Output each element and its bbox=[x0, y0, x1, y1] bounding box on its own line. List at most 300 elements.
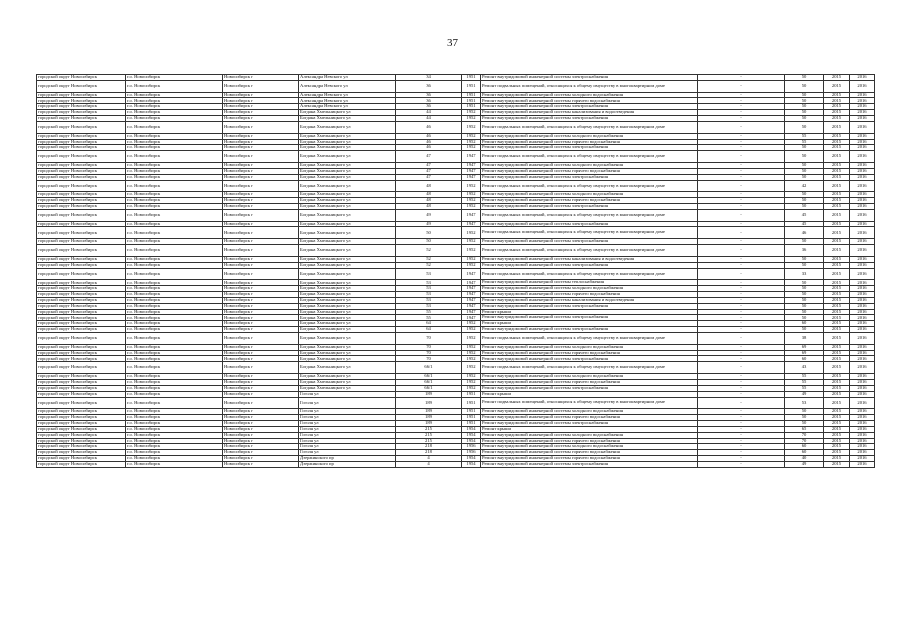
capital-repair-table bbox=[36, 74, 875, 468]
cell-house-number: 48 bbox=[396, 180, 462, 192]
cell-locality: Новосибирск г bbox=[223, 438, 299, 444]
cell-municipal-district: городской округ Новосибирск bbox=[37, 280, 126, 286]
cell-cost-value: 50 bbox=[785, 162, 824, 168]
cell-street: Дзержинского пр bbox=[299, 456, 396, 462]
cell-locality: Новосибирск г bbox=[223, 268, 299, 280]
cell-cost-value: 50 bbox=[785, 80, 824, 92]
cell-cost-value: 50 bbox=[785, 198, 824, 204]
cell-locality: Новосибирск г bbox=[223, 139, 299, 145]
cell-street: Александра Невского ул bbox=[299, 92, 396, 98]
cell-street: Богдана Хмельницкого ул bbox=[299, 133, 396, 139]
cell-house-number: 50 bbox=[396, 227, 462, 239]
cell-work-type: Ремонт внутридомовой инженерной системы горячего водоснабжения bbox=[481, 415, 698, 421]
cell-placeholder-dash: - bbox=[698, 180, 785, 192]
cell-cost-value: 70 bbox=[785, 438, 824, 444]
cell-house-number: 49 bbox=[396, 221, 462, 227]
cell-start-year: 2015 bbox=[824, 333, 850, 345]
cell-placeholder-dash: - bbox=[698, 280, 785, 286]
cell-municipal-district: городской округ Новосибирск bbox=[37, 80, 126, 92]
cell-locality: Новосибирск г bbox=[223, 391, 299, 397]
cell-settlement: г.о. Новосибирск bbox=[126, 168, 223, 174]
cell-work-type: Ремонт внутридомовой инженерной системы канализования и водоотведения bbox=[481, 256, 698, 262]
cell-street: Богдана Хмельницкого ул bbox=[299, 139, 396, 145]
cell-cost-value: 55 bbox=[785, 139, 824, 145]
cell-municipal-district: городской округ Новосибирск bbox=[37, 438, 126, 444]
cell-start-year: 2015 bbox=[824, 391, 850, 397]
cell-placeholder-dash: - bbox=[698, 356, 785, 362]
cell-house-number: 44 bbox=[396, 116, 462, 122]
cell-municipal-district: городской округ Новосибирск bbox=[37, 268, 126, 280]
cell-build-year: 1952 bbox=[462, 333, 481, 345]
cell-start-year: 2015 bbox=[824, 362, 850, 374]
cell-locality: Новосибирск г bbox=[223, 321, 299, 327]
cell-settlement: г.о. Новосибирск bbox=[126, 280, 223, 286]
cell-settlement: г.о. Новосибирск bbox=[126, 256, 223, 262]
cell-placeholder-dash: - bbox=[698, 350, 785, 356]
cell-municipal-district: городской округ Новосибирск bbox=[37, 286, 126, 292]
cell-work-type: Ремонт подвальных помещений, относящихся к общему имуществу в многоквартирном доме bbox=[481, 151, 698, 163]
cell-settlement: г.о. Новосибирск bbox=[126, 356, 223, 362]
cell-settlement: г.о. Новосибирск bbox=[126, 221, 223, 227]
cell-municipal-district: городской округ Новосибирск bbox=[37, 327, 126, 333]
cell-settlement: г.о. Новосибирск bbox=[126, 409, 223, 415]
cell-municipal-district: городской округ Новосибирск bbox=[37, 391, 126, 397]
cell-placeholder-dash: - bbox=[698, 168, 785, 174]
cell-street: Богдана Хмельницкого ул bbox=[299, 309, 396, 315]
cell-end-year: 2016 bbox=[850, 280, 875, 286]
cell-cost-value: 50 bbox=[785, 327, 824, 333]
cell-work-type: Ремонт внутридомовой инженерной системы холодного водоснабжения bbox=[481, 92, 698, 98]
cell-street: Богдана Хмельницкого ул bbox=[299, 245, 396, 257]
cell-locality: Новосибирск г bbox=[223, 116, 299, 122]
cell-build-year: 1947 bbox=[462, 315, 481, 321]
cell-start-year: 2015 bbox=[824, 80, 850, 92]
cell-work-type: Ремонт подвальных помещений, относящихся к общему имуществу в многоквартирном доме bbox=[481, 80, 698, 92]
cell-placeholder-dash: - bbox=[698, 315, 785, 321]
cell-build-year: 1951 bbox=[462, 92, 481, 98]
cell-settlement: г.о. Новосибирск bbox=[126, 362, 223, 374]
table-row bbox=[37, 397, 875, 409]
cell-work-type: Ремонт внутридомовой инженерной системы электроснабжения bbox=[481, 116, 698, 122]
cell-house-number: 215 bbox=[396, 438, 462, 444]
cell-placeholder-dash: - bbox=[698, 121, 785, 133]
cell-placeholder-dash: - bbox=[698, 409, 785, 415]
cell-settlement: г.о. Новосибирск bbox=[126, 80, 223, 92]
cell-street: Богдана Хмельницкого ул bbox=[299, 204, 396, 210]
cell-placeholder-dash: - bbox=[698, 374, 785, 380]
cell-street: Богдана Хмельницкого ул bbox=[299, 198, 396, 204]
cell-start-year: 2015 bbox=[824, 297, 850, 303]
cell-house-number: 36 bbox=[396, 92, 462, 98]
cell-placeholder-dash: - bbox=[698, 204, 785, 210]
cell-end-year: 2016 bbox=[850, 297, 875, 303]
cell-locality: Новосибирск г bbox=[223, 444, 299, 450]
cell-street: Богдана Хмельницкого ул bbox=[299, 374, 396, 380]
cell-locality: Новосибирск г bbox=[223, 344, 299, 350]
cell-start-year: 2015 bbox=[824, 209, 850, 221]
cell-build-year: 1951 bbox=[462, 420, 481, 426]
cell-house-number: 46 bbox=[396, 133, 462, 139]
cell-start-year: 2015 bbox=[824, 309, 850, 315]
cell-build-year: 1952 bbox=[462, 385, 481, 391]
cell-placeholder-dash: - bbox=[698, 116, 785, 122]
cell-end-year: 2016 bbox=[850, 344, 875, 350]
cell-work-type: Ремонт внутридомовой инженерной системы холодного водоснабжения bbox=[481, 192, 698, 198]
cell-work-type: Ремонт внутридомовой инженерной системы горячего водоснабжения bbox=[481, 98, 698, 104]
cell-locality: Новосибирск г bbox=[223, 198, 299, 204]
cell-placeholder-dash: - bbox=[698, 379, 785, 385]
cell-locality: Новосибирск г bbox=[223, 297, 299, 303]
cell-end-year: 2016 bbox=[850, 221, 875, 227]
cell-placeholder-dash: - bbox=[698, 133, 785, 139]
cell-municipal-district: городской округ Новосибирск bbox=[37, 198, 126, 204]
cell-municipal-district: городской округ Новосибирск bbox=[37, 209, 126, 221]
cell-work-type: Ремонт внутридомовой инженерной системы холодного водоснабжения bbox=[481, 286, 698, 292]
cell-street: Гоголя ул bbox=[299, 432, 396, 438]
cell-end-year: 2016 bbox=[850, 303, 875, 309]
cell-street: Богдана Хмельницкого ул bbox=[299, 221, 396, 227]
cell-cost-value: 43 bbox=[785, 362, 824, 374]
cell-street: Богдана Хмельницкого ул bbox=[299, 209, 396, 221]
cell-locality: Новосибирск г bbox=[223, 256, 299, 262]
cell-cost-value: 50 bbox=[785, 315, 824, 321]
cell-house-number: 53 bbox=[396, 268, 462, 280]
cell-municipal-district: городской округ Новосибирск bbox=[37, 139, 126, 145]
cell-build-year: 1954 bbox=[462, 438, 481, 444]
cell-house-number: 34 bbox=[396, 75, 462, 81]
cell-house-number: 55 bbox=[396, 315, 462, 321]
cell-placeholder-dash: - bbox=[698, 221, 785, 227]
cell-placeholder-dash: - bbox=[698, 174, 785, 180]
cell-locality: Новосибирск г bbox=[223, 327, 299, 333]
cell-placeholder-dash: - bbox=[698, 110, 785, 116]
cell-placeholder-dash: - bbox=[698, 98, 785, 104]
cell-street: Богдана Хмельницкого ул bbox=[299, 174, 396, 180]
cell-work-type: Ремонт подвальных помещений, относящихся к общему имуществу в многоквартирном доме bbox=[481, 268, 698, 280]
cell-end-year: 2016 bbox=[850, 174, 875, 180]
cell-build-year: 1952 bbox=[462, 344, 481, 350]
cell-house-number: 52 bbox=[396, 256, 462, 262]
cell-build-year: 1951 bbox=[462, 397, 481, 409]
cell-work-type: Ремонт внутридомовой инженерной системы электроснабжения bbox=[481, 315, 698, 321]
cell-street: Богдана Хмельницкого ул bbox=[299, 333, 396, 345]
cell-start-year: 2015 bbox=[824, 426, 850, 432]
cell-street: Богдана Хмельницкого ул bbox=[299, 168, 396, 174]
cell-cost-value: 50 bbox=[785, 174, 824, 180]
cell-start-year: 2015 bbox=[824, 133, 850, 139]
cell-placeholder-dash: - bbox=[698, 256, 785, 262]
cell-street: Богдана Хмельницкого ул bbox=[299, 227, 396, 239]
cell-build-year: 1947 bbox=[462, 292, 481, 298]
cell-work-type: Ремонт внутридомовой инженерной системы теплоснабжения bbox=[481, 280, 698, 286]
cell-placeholder-dash: - bbox=[698, 309, 785, 315]
cell-municipal-district: городской округ Новосибирск bbox=[37, 110, 126, 116]
cell-cost-value: 50 bbox=[785, 98, 824, 104]
cell-build-year: 1952 bbox=[462, 356, 481, 362]
cell-start-year: 2015 bbox=[824, 262, 850, 268]
cell-street: Богдана Хмельницкого ул bbox=[299, 268, 396, 280]
cell-locality: Новосибирск г bbox=[223, 104, 299, 110]
cell-end-year: 2016 bbox=[850, 198, 875, 204]
cell-house-number: 218 bbox=[396, 444, 462, 450]
cell-end-year: 2016 bbox=[850, 461, 875, 467]
cell-municipal-district: городской округ Новосибирск bbox=[37, 239, 126, 245]
cell-municipal-district: городской округ Новосибирск bbox=[37, 333, 126, 345]
cell-end-year: 2016 bbox=[850, 438, 875, 444]
cell-settlement: г.о. Новосибирск bbox=[126, 426, 223, 432]
cell-placeholder-dash: - bbox=[698, 450, 785, 456]
cell-cost-value: 55 bbox=[785, 379, 824, 385]
cell-cost-value: 55 bbox=[785, 133, 824, 139]
cell-build-year: 1956 bbox=[462, 444, 481, 450]
cell-build-year: 1952 bbox=[462, 362, 481, 374]
cell-locality: Новосибирск г bbox=[223, 180, 299, 192]
cell-locality: Новосибирск г bbox=[223, 450, 299, 456]
cell-start-year: 2015 bbox=[824, 444, 850, 450]
cell-cost-value: 50 bbox=[785, 415, 824, 421]
cell-work-type: Ремонт крыши bbox=[481, 309, 698, 315]
cell-end-year: 2016 bbox=[850, 139, 875, 145]
cell-build-year: 1947 bbox=[462, 268, 481, 280]
cell-start-year: 2015 bbox=[824, 92, 850, 98]
cell-placeholder-dash: - bbox=[698, 145, 785, 151]
cell-end-year: 2016 bbox=[850, 245, 875, 257]
cell-end-year: 2016 bbox=[850, 327, 875, 333]
cell-locality: Новосибирск г bbox=[223, 303, 299, 309]
cell-start-year: 2015 bbox=[824, 151, 850, 163]
cell-house-number: 53 bbox=[396, 297, 462, 303]
cell-start-year: 2015 bbox=[824, 409, 850, 415]
cell-work-type: Ремонт внутридомовой инженерной системы электроснабжения bbox=[481, 204, 698, 210]
cell-start-year: 2015 bbox=[824, 292, 850, 298]
cell-work-type: Ремонт внутридомовой инженерной системы электроснабжения bbox=[481, 327, 698, 333]
cell-street: Александра Невского ул bbox=[299, 104, 396, 110]
cell-settlement: г.о. Новосибирск bbox=[126, 268, 223, 280]
cell-work-type: Ремонт подвальных помещений, относящихся к общему имуществу в многоквартирном доме bbox=[481, 362, 698, 374]
cell-build-year: 1952 bbox=[462, 245, 481, 257]
cell-settlement: г.о. Новосибирск bbox=[126, 391, 223, 397]
cell-house-number: 47 bbox=[396, 174, 462, 180]
cell-street: Александра Невского ул bbox=[299, 98, 396, 104]
cell-placeholder-dash: - bbox=[698, 391, 785, 397]
cell-street: Гоголя ул bbox=[299, 420, 396, 426]
cell-house-number: 53 bbox=[396, 303, 462, 309]
cell-end-year: 2016 bbox=[850, 385, 875, 391]
cell-work-type: Ремонт внутридомовой инженерной системы электроснабжения bbox=[481, 174, 698, 180]
cell-settlement: г.о. Новосибирск bbox=[126, 309, 223, 315]
cell-build-year: 1951 bbox=[462, 80, 481, 92]
cell-placeholder-dash: - bbox=[698, 245, 785, 257]
cell-municipal-district: городской округ Новосибирск bbox=[37, 350, 126, 356]
cell-locality: Новосибирск г bbox=[223, 309, 299, 315]
cell-settlement: г.о. Новосибирск bbox=[126, 303, 223, 309]
cell-build-year: 1951 bbox=[462, 104, 481, 110]
cell-start-year: 2015 bbox=[824, 174, 850, 180]
cell-work-type: Ремонт внутридомовой инженерной системы электроснабжения bbox=[481, 239, 698, 245]
cell-cost-value: 50 bbox=[785, 409, 824, 415]
cell-build-year: 1952 bbox=[462, 133, 481, 139]
cell-build-year: 1952 bbox=[462, 145, 481, 151]
cell-end-year: 2016 bbox=[850, 98, 875, 104]
cell-municipal-district: городской округ Новосибирск bbox=[37, 92, 126, 98]
cell-build-year: 1947 bbox=[462, 280, 481, 286]
cell-house-number: 70 bbox=[396, 356, 462, 362]
cell-work-type: Ремонт внутридомовой инженерной системы холодного водоснабжения bbox=[481, 133, 698, 139]
cell-house-number: 47 bbox=[396, 151, 462, 163]
cell-locality: Новосибирск г bbox=[223, 98, 299, 104]
cell-cost-value: 50 bbox=[785, 297, 824, 303]
cell-locality: Новосибирск г bbox=[223, 397, 299, 409]
cell-locality: Новосибирск г bbox=[223, 262, 299, 268]
cell-start-year: 2015 bbox=[824, 344, 850, 350]
cell-house-number: 46 bbox=[396, 145, 462, 151]
cell-locality: Новосибирск г bbox=[223, 315, 299, 321]
cell-house-number: 64 bbox=[396, 327, 462, 333]
cell-end-year: 2016 bbox=[850, 426, 875, 432]
cell-municipal-district: городской округ Новосибирск bbox=[37, 180, 126, 192]
cell-end-year: 2016 bbox=[850, 168, 875, 174]
cell-work-type: Ремонт крыши bbox=[481, 426, 698, 432]
cell-municipal-district: городской округ Новосибирск bbox=[37, 374, 126, 380]
cell-start-year: 2015 bbox=[824, 450, 850, 456]
cell-municipal-district: городской округ Новосибирск bbox=[37, 133, 126, 139]
cell-street: Богдана Хмельницкого ул bbox=[299, 344, 396, 350]
cell-municipal-district: городской округ Новосибирск bbox=[37, 385, 126, 391]
cell-cost-value: 60 bbox=[785, 444, 824, 450]
cell-start-year: 2015 bbox=[824, 327, 850, 333]
cell-settlement: г.о. Новосибирск bbox=[126, 444, 223, 450]
cell-house-number: 50 bbox=[396, 239, 462, 245]
cell-work-type: Ремонт внутридомовой инженерной системы горячего водоснабжения bbox=[481, 456, 698, 462]
cell-street: Гоголя ул bbox=[299, 397, 396, 409]
cell-municipal-district: городской округ Новосибирск bbox=[37, 297, 126, 303]
cell-start-year: 2015 bbox=[824, 139, 850, 145]
cell-cost-value: 50 bbox=[785, 256, 824, 262]
cell-street: Богдана Хмельницкого ул bbox=[299, 145, 396, 151]
cell-start-year: 2015 bbox=[824, 280, 850, 286]
table-row bbox=[37, 461, 875, 467]
cell-end-year: 2016 bbox=[850, 121, 875, 133]
cell-build-year: 1952 bbox=[462, 239, 481, 245]
cell-settlement: г.о. Новосибирск bbox=[126, 192, 223, 198]
cell-end-year: 2016 bbox=[850, 432, 875, 438]
cell-municipal-district: городской округ Новосибирск bbox=[37, 456, 126, 462]
cell-settlement: г.о. Новосибирск bbox=[126, 121, 223, 133]
cell-placeholder-dash: - bbox=[698, 192, 785, 198]
cell-start-year: 2015 bbox=[824, 356, 850, 362]
cell-settlement: г.о. Новосибирск bbox=[126, 110, 223, 116]
cell-street: Гоголя ул bbox=[299, 444, 396, 450]
cell-build-year: 1952 bbox=[462, 227, 481, 239]
cell-build-year: 1951 bbox=[462, 409, 481, 415]
cell-cost-value: 50 bbox=[785, 292, 824, 298]
cell-cost-value: 42 bbox=[785, 180, 824, 192]
cell-municipal-district: городской округ Новосибирск bbox=[37, 145, 126, 151]
cell-settlement: г.о. Новосибирск bbox=[126, 139, 223, 145]
cell-settlement: г.о. Новосибирск bbox=[126, 297, 223, 303]
cell-locality: Новосибирск г bbox=[223, 362, 299, 374]
cell-cost-value: 50 bbox=[785, 192, 824, 198]
cell-work-type: Ремонт внутридомовой инженерной системы горячего водоснабжения bbox=[481, 379, 698, 385]
table-row bbox=[37, 268, 875, 280]
cell-start-year: 2015 bbox=[824, 110, 850, 116]
cell-work-type: Ремонт внутридомовой инженерной системы холодного водоснабжения bbox=[481, 444, 698, 450]
cell-end-year: 2016 bbox=[850, 151, 875, 163]
cell-placeholder-dash: - bbox=[698, 198, 785, 204]
cell-build-year: 1947 bbox=[462, 221, 481, 227]
cell-build-year: 1947 bbox=[462, 286, 481, 292]
cell-start-year: 2015 bbox=[824, 180, 850, 192]
cell-municipal-district: городской округ Новосибирск bbox=[37, 461, 126, 467]
cell-placeholder-dash: - bbox=[698, 80, 785, 92]
cell-start-year: 2015 bbox=[824, 321, 850, 327]
cell-street: Богдана Хмельницкого ул bbox=[299, 303, 396, 309]
cell-municipal-district: городской округ Новосибирск bbox=[37, 221, 126, 227]
cell-end-year: 2016 bbox=[850, 262, 875, 268]
cell-start-year: 2015 bbox=[824, 204, 850, 210]
cell-cost-value: 50 bbox=[785, 286, 824, 292]
cell-cost-value: 55 bbox=[785, 374, 824, 380]
cell-cost-value: 50 bbox=[785, 204, 824, 210]
cell-placeholder-dash: - bbox=[698, 292, 785, 298]
cell-municipal-district: городской округ Новосибирск bbox=[37, 409, 126, 415]
cell-locality: Новосибирск г bbox=[223, 92, 299, 98]
cell-municipal-district: городской округ Новосибирск bbox=[37, 116, 126, 122]
cell-locality: Новосибирск г bbox=[223, 110, 299, 116]
cell-street: Гоголя ул bbox=[299, 391, 396, 397]
cell-cost-value: 50 bbox=[785, 420, 824, 426]
cell-settlement: г.о. Новосибирск bbox=[126, 75, 223, 81]
cell-municipal-district: городской округ Новосибирск bbox=[37, 262, 126, 268]
cell-end-year: 2016 bbox=[850, 379, 875, 385]
cell-locality: Новосибирск г bbox=[223, 192, 299, 198]
cell-locality: Новосибирск г bbox=[223, 385, 299, 391]
cell-municipal-district: городской округ Новосибирск bbox=[37, 204, 126, 210]
cell-locality: Новосибирск г bbox=[223, 221, 299, 227]
cell-build-year: 1951 bbox=[462, 75, 481, 81]
cell-municipal-district: городской округ Новосибирск bbox=[37, 356, 126, 362]
cell-house-number: 53 bbox=[396, 292, 462, 298]
cell-placeholder-dash: - bbox=[698, 438, 785, 444]
cell-locality: Новосибирск г bbox=[223, 286, 299, 292]
cell-settlement: г.о. Новосибирск bbox=[126, 133, 223, 139]
cell-settlement: г.о. Новосибирск bbox=[126, 174, 223, 180]
cell-street: Богдана Хмельницкого ул bbox=[299, 151, 396, 163]
cell-work-type: Ремонт внутридомовой инженерной системы электроснабжения bbox=[481, 145, 698, 151]
cell-build-year: 1952 bbox=[462, 121, 481, 133]
cell-settlement: г.о. Новосибирск bbox=[126, 104, 223, 110]
cell-placeholder-dash: - bbox=[698, 75, 785, 81]
cell-placeholder-dash: - bbox=[698, 286, 785, 292]
cell-house-number: 36 bbox=[396, 98, 462, 104]
cell-settlement: г.о. Новосибирск bbox=[126, 180, 223, 192]
cell-start-year: 2015 bbox=[824, 415, 850, 421]
cell-work-type: Ремонт внутридомовой инженерной системы холодного водоснабжения bbox=[481, 162, 698, 168]
cell-work-type: Ремонт внутридомовой инженерной системы электроснабжения bbox=[481, 262, 698, 268]
cell-house-number: 55 bbox=[396, 309, 462, 315]
cell-house-number: 36 bbox=[396, 104, 462, 110]
cell-locality: Новосибирск г bbox=[223, 204, 299, 210]
cell-end-year: 2016 bbox=[850, 104, 875, 110]
cell-house-number: 48 bbox=[396, 204, 462, 210]
cell-end-year: 2016 bbox=[850, 450, 875, 456]
cell-start-year: 2015 bbox=[824, 303, 850, 309]
cell-end-year: 2016 bbox=[850, 362, 875, 374]
cell-work-type: Ремонт внутридомовой инженерной системы холодного водоснабжения bbox=[481, 344, 698, 350]
cell-house-number: 66/1 bbox=[396, 362, 462, 374]
cell-municipal-district: городской округ Новосибирск bbox=[37, 104, 126, 110]
cell-work-type: Ремонт внутридомовой инженерной системы электроснабжения bbox=[481, 461, 698, 467]
